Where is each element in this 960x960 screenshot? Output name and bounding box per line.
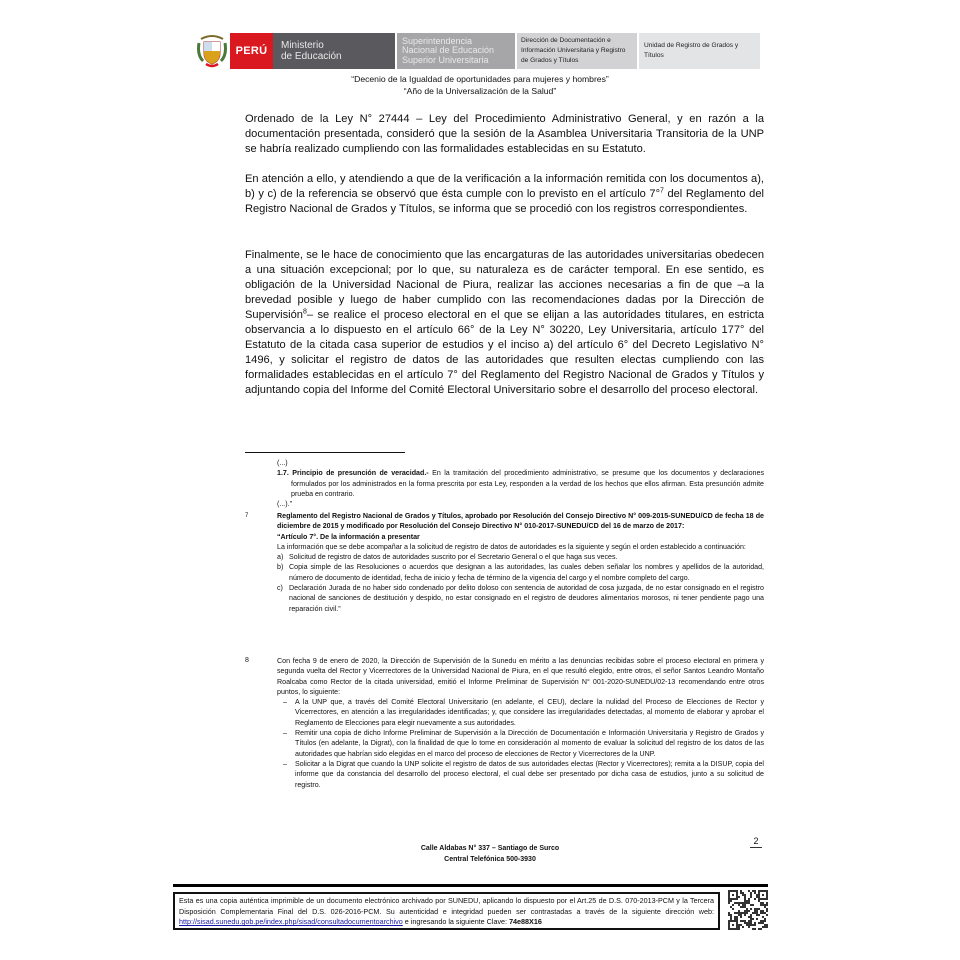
- address-line-2: Central Telefónica 500-3930: [444, 856, 536, 863]
- list-label: c): [277, 584, 283, 593]
- list-label: –: [283, 759, 287, 768]
- paragraph-text: En atención a ello, y atendiendo a que de la verificación a la información remitida con los documentos a), b) y c) de la referencia se observó que ésta cumple con lo previsto en el artículo 7°: [245, 173, 764, 200]
- direction-line-3: de Grados y Títulos: [521, 57, 579, 64]
- article-heading: [277, 532, 764, 542]
- authenticity-notice: [173, 892, 720, 930]
- list-item: [283, 697, 764, 728]
- principle-item: [277, 468, 764, 499]
- paragraph-text: Finalmente, se le hace de conocimiento que las encargaturas de las autoridades universitarias obedecen a una situación excepcional; por lo que, su naturaleza es de carácter temporal. En ese sentido, es obligación de la Universidad Nacional de Piura, realizar las acciones necesarias a fin de que –a la brevedad posible y luego de haber cumplido con las recomendaciones dadas por la Dirección de Supervisión: [245, 249, 764, 321]
- ministry-line-1: Ministerio: [281, 40, 324, 51]
- footnote-title: [277, 511, 764, 532]
- footnote-intro: Con fecha 9 de enero de 2020, la Dirección de Supervisión de la Sunedu en mérito a las denuncias recibidas sobre el proceso electoral en primera y segunda vuelta del Rector y Vicerrectores de la Universidad Nacional de Piura, en el que resultó elegido, entre otros, el señor Santos Leandro Montaño Roalcaba como Rector de la citada universidad, emitió el Informe Preliminar de Supervisión N° 001-2020-SUNEDU/02-13 recomendando entre otros puntos, lo siguiente:: [277, 657, 764, 696]
- list-item: [283, 759, 764, 790]
- unit-line-1: Unidad de Registro de Grados y: [644, 42, 739, 49]
- footnote-8: [245, 656, 764, 790]
- footnote-7: [245, 511, 764, 614]
- list-item: [283, 728, 764, 759]
- sunedu-block: [397, 33, 515, 69]
- list-label: –: [283, 698, 287, 707]
- footnote-intro: La información que se debe acompañar a la solicitud de registro de datos de autoridades es la siguiente y según el orden establecido a continuación:: [277, 542, 746, 551]
- footnote-separator: [245, 452, 405, 453]
- notice-text: Esta es una copia auténtica imprimible de un documento electrónico archivado por SUNEDU, aplicando lo dispuesto por el Art.25 de D.S. 070-2013-PCM y la Tercera Disposición Complementaria Final del D.S. 026-2016-PCM. Su autenticidad e integridad pueden ser contrastadas a través de la siguiente dirección web:: [179, 896, 714, 916]
- paragraph-text: del Reglamento del Registro Nacional de Grados y Títulos, se informa que se procedió con los registros correspondientes.: [245, 188, 764, 215]
- list-item: [277, 583, 764, 614]
- body-paragraph-3: [245, 248, 764, 398]
- peru-coat-of-arms-icon: [197, 33, 227, 69]
- list-text: Declaración Jurada de no haber sido condenado por delito doloso con sentencia de autoridad de cosa juzgada, de no estar consignado en el registro nacional de sanciones de destitución y despido, no estar consignado en el registro de deudores alimentarios morosos, ni tener pendiente pago una reparación civil.”: [289, 584, 764, 613]
- notice-text: e ingresando la siguiente Clave:: [402, 917, 510, 926]
- list-item: [277, 562, 764, 583]
- list-text: Remitir una copia de dicho Informe Preliminar de Supervisión a la Dirección de Documentación e Información Universitaria y Registro de Grados y Títulos (en adelante, la Digrat), con la finalidad de que lo tome en consideración al momento de evaluar la solicitud del registro de los datos de las autoridades que habrían sido elegidas en el marco del proceso de elecciones de Rector y Vicerrectores de la UNP.: [295, 729, 764, 758]
- list-item: [277, 552, 764, 562]
- item-title: Principio de presunción de veracidad.-: [292, 469, 429, 478]
- footnote-title-text: Reglamento del Registro Nacional de Grados y Títulos, aprobado por Resolución del Consejo Directivo N° 009-2015-SUNEDU/CD de fecha 18 de diciembre de 2015 y modificado por Resolución del Consejo Directivo N° 010-2017-SUNEDU/CD del 16 de marzo de 2017:: [277, 512, 764, 531]
- verification-key: 74e88X16: [509, 917, 542, 926]
- footnote-mark: 8: [245, 657, 249, 664]
- sunedu-line-3: Superior Universitaria: [402, 54, 489, 65]
- unit-block: [639, 33, 760, 69]
- verification-link[interactable]: http://sisad.sunedu.gob.pe/index.php/sisad/consultadocumentoarchivo: [179, 917, 403, 926]
- list-text: Copia simple de las Resoluciones o acuerdos que designan a las autoridades, las cuales deben señalar los nombres y apellidos de la autoridad, número de documento de identidad, fecha de inicio y fecha de término de la vigencia del cargo y el nombre completo del cargo.: [289, 563, 764, 582]
- direction-line-2: Información Universitaria y Registro: [521, 47, 626, 54]
- ellipsis-open: (...): [277, 459, 288, 467]
- direction-line-1: Dirección de Documentación e: [521, 37, 611, 44]
- peru-brand-block: [230, 33, 273, 69]
- article-heading-text: “Artículo 7°. De la información a presentar: [277, 532, 420, 541]
- page-number: 2: [750, 836, 762, 848]
- motto-decade: “Decenio de la Igualdad de oportunidades para mujeres y hombres”: [351, 74, 609, 84]
- sunedu-line-1: Superintendencia: [402, 35, 473, 46]
- ministry-block: [273, 33, 395, 69]
- address-line-1: Calle Aldabas N° 337 – Santiago de Surco: [420, 845, 560, 852]
- ellipsis-close: (...).”: [277, 500, 292, 509]
- item-text: En la tramitación del procedimiento administrativo, se presume que los documentos y declaraciones formulados por los administrados en la forma prescrita por esta Ley, responden a la verdad de los hechos que ellos afirman. Esta presunción admite prueba en contrario.: [291, 469, 764, 498]
- paragraph-text: – se realice el proceso electoral en el que se elijan a las autoridades titulares, en estricta observancia a lo dispuesto en el artículo 66° de la Ley N° 30220, Ley Universitaria, artículo 177° del Estatuto de la citada casa superior de estudios y el inciso a) del artículo 6° del Decreto Legislativo N° 1496, y solicitar el registro de datos de las autoridades que resulten electas cumpliendo con las formalidades establecidas en el artículo 7° del Reglamento del Registro Nacional de Grados y Títulos y adjuntando copia del Informe del Comité Electoral Universitario sobre el desarrollo del proceso electoral.: [245, 309, 764, 396]
- footnote-mark: 7: [245, 513, 249, 519]
- notice-top-bar: [173, 884, 768, 887]
- footnote-ref-8[interactable]: 8: [302, 308, 307, 316]
- country-label: PERÚ: [235, 45, 268, 57]
- list-label: –: [283, 729, 287, 738]
- qr-code-icon: [728, 890, 768, 930]
- footnote-6-continued: [245, 458, 764, 509]
- ministry-line-2: de Educación: [281, 51, 342, 62]
- body-paragraph-2: [245, 172, 764, 217]
- item-number: 1.7.: [277, 469, 289, 478]
- list-text: Solicitar a la Digrat que cuando la UNP solicite el registro de datos de sus autoridades electas (Rector y Vicerrectores); remita a la DISUP, copia del informe que da constancia del desarrollo del proceso electoral, el cual debe ser presentado por dicha casa de estudios, junto a su solicitud de registro.: [295, 759, 764, 789]
- paragraph-text: Ordenado de la Ley N° 27444 – Ley del Procedimiento Administrativo General, y en razón a la documentación presentada, consideró que la sesión de la Asamblea Universitaria Transitoria de la UNP se habría realizado cumpliendo con las formalidades establecidas en su Estatuto.: [245, 113, 764, 155]
- list-label: b): [277, 563, 284, 572]
- list-text: A la UNP que, a través del Comité Electoral Universitario (en adelante, el CEU), declare la nulidad del Proceso de Elecciones de Rector y Vicerrectores, en atención a las irregularidades identificadas; y, que considere las irregularidades detectadas, al momento de elaborar y aprobar el Reglamento de Elecciones para elegir nuevamente a sus autoridades.: [295, 698, 764, 727]
- sunedu-line-2: Nacional de Educación: [402, 45, 495, 56]
- body-paragraph-1: [245, 112, 764, 157]
- direction-block: [517, 33, 637, 69]
- list-text: Solicitud de registro de datos de autoridades suscrito por el Secretario General o el que haga sus veces.: [289, 553, 618, 562]
- unit-line-2: Títulos: [644, 52, 664, 59]
- list-label: a): [277, 553, 284, 562]
- motto-year: “Año de la Universalización de la Salud”: [403, 86, 557, 96]
- footnote-ref-7[interactable]: 7: [660, 187, 664, 195]
